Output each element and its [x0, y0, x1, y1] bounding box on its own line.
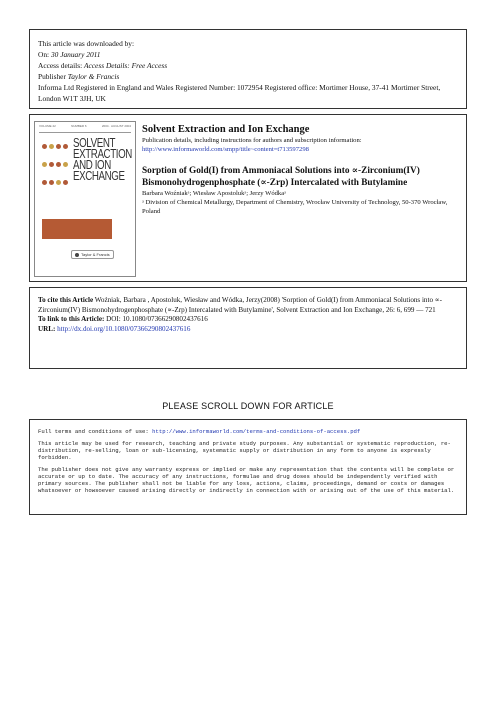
- download-date-value: 30 January 2011: [50, 50, 101, 59]
- article-link: [38, 315, 458, 325]
- article-info-box: [29, 114, 467, 282]
- cover-title: [73, 138, 132, 182]
- article-authors: Barbara Woźniakᵃ; Wiesław Apostolukᵃ; Jerzy Wódkaᵃ: [142, 190, 286, 197]
- publisher-label: Publisher: [38, 72, 66, 81]
- scroll-down-banner: PLEASE SCROLL DOWN FOR ARTICLE: [162, 401, 334, 411]
- cover-number: NUMBER 6: [71, 124, 87, 128]
- access-details-label: Access details:: [38, 61, 83, 70]
- terms-intro-label: Full terms and conditions of use:: [38, 428, 149, 435]
- publisher-logo-icon: [75, 253, 79, 257]
- terms-box: [29, 419, 467, 515]
- doi-text: DOI: 10.1080/07366290802437616: [106, 315, 208, 324]
- cite-text: Woźniak, Barbara , Apostoluk, Wiesław and Wódka, Jerzy(2008) 'Sorption of Gold(I) from Ammoniacal Solutions into ∝-Zirconium(IV) Bismonohydrogenphosphate (∝-Zrp) Intercalated with Butylamine', Solvent Extraction and Ion Exchange, 26: 6, 699 — 721: [38, 296, 442, 314]
- terms-intro: [38, 428, 458, 435]
- cover-publisher: Taylor & Francis: [81, 252, 110, 257]
- cover-header: [35, 122, 135, 130]
- cover-title-line: AND ION: [73, 158, 111, 172]
- journal-cover-image: [34, 121, 136, 277]
- download-info-box: [29, 29, 467, 109]
- publisher: [38, 71, 458, 82]
- downloaded-by: This article was downloaded by:: [38, 39, 135, 48]
- publisher-value: Taylor & Francis: [67, 72, 120, 81]
- download-date-label: On:: [38, 50, 50, 59]
- cover-date: 2004 · AUGUST 2004: [101, 124, 131, 128]
- cover-color-block: [42, 219, 112, 239]
- article-url: [38, 325, 458, 335]
- download-date: [38, 49, 458, 60]
- access-details: [38, 60, 458, 71]
- registered-office: Informa Ltd Registered in England and Wales Registered Number: 1072954 Registered office: Mortimer House, 37-41 Mortimer Street, London W1T 3JH, UK: [38, 83, 441, 103]
- cover-title-line: SOLVENT: [73, 136, 116, 150]
- citation-box: [29, 287, 467, 369]
- cover-rule: [39, 132, 131, 133]
- cover-dots-graphic: [41, 137, 71, 191]
- access-details-value: Access Details: Free Access: [83, 61, 168, 70]
- citation: [38, 296, 458, 315]
- cite-label: To cite this Article: [38, 296, 94, 304]
- terms-paragraph-use: This article may be used for research, teaching and private study purposes. Any substantial or systematic reproduction, re-distribution, re-selling, loan or sub-licensing, systematic supply or distribution in any form to anyone is expressly forbidden.: [38, 440, 451, 461]
- journal-details: [142, 123, 464, 216]
- doi-url-link[interactable]: http://dx.doi.org/10.1080/07366290802437616: [57, 324, 191, 333]
- publication-details: Publication details, including instructions for authors and subscription information:: [142, 137, 362, 144]
- cover-publisher-logo: [71, 250, 114, 259]
- cover-volume: VOLUME 22: [39, 124, 56, 128]
- url-label: URL:: [38, 324, 56, 333]
- cover-title-line: EXCHANGE: [73, 169, 125, 183]
- journal-url-link[interactable]: http://www.informaworld.com/smpp/title~content=t713597298: [142, 146, 309, 153]
- article-title: Sorption of Gold(I) from Ammoniacal Solutions into ∝-Zirconium(IV) Bismonohydrogenphosphate (∝-Zrp) Intercalated with Butylamine: [142, 166, 420, 188]
- author-affiliation: ᵃ Division of Chemical Metallurgy, Department of Chemistry, Wrocław University of Technology, 50-370 Wrocław, Poland: [142, 199, 448, 215]
- link-label: To link to this Article:: [38, 315, 105, 324]
- cover-title-line: EXTRACTION: [73, 147, 132, 161]
- journal-title: Solvent Extraction and Ion Exchange: [142, 124, 310, 135]
- terms-url-link[interactable]: http://www.informaworld.com/terms-and-conditions-of-access.pdf: [152, 428, 361, 435]
- terms-paragraph-warranty: The publisher does not give any warranty express or implied or make any representation that the contents will be complete or accurate or up to date. The accuracy of any instructions, formulae and drug doses should be independently verified with primary sources. The publisher shall not be liable for any loss, actions, claims, proceedings, demand or costs or damages whatsoever or howsoever caused arising directly or indirectly in connection with or arising out of the use of this material.: [38, 466, 455, 494]
